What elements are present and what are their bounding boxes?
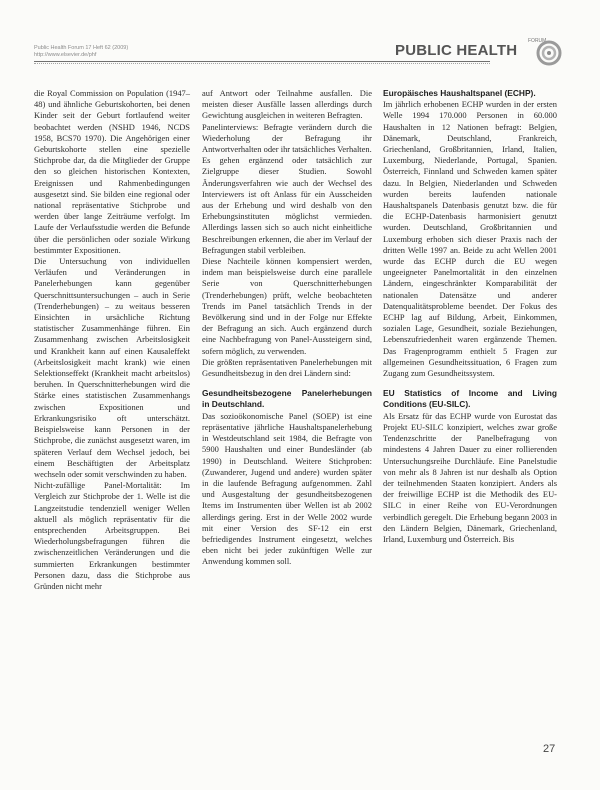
paragraph: Panelinterviews: Befragte verändern durch die Wiederholung der Befragung ihr Antwortverhalten oder ihr tatsächliches Verhalten. bbox=[202, 121, 372, 155]
paragraph: die Royal Commission on Population (1947–48) und ähnliche Geburtskohorten, bei denen Kinder seit der Geburt fortlaufend weiter beobachtet werden (NSHD 1946, NCDS 1958, BCS70 1970). Die Angehörigen einer Geburtskohorte stellen eine spezielle Stichprobe dar, da die Mitglieder der Gruppe den so gleichen historischen Kontexten, Ereignissen und Rahmenbedingungen ausgesetzt sind. Sie bilden eine regional oder national repräsentative Stichprobe und werden über lange Zeiträume verfolgt. Im Laufe der Verlaufsstudie werden die Befunde über die persönlichen oder soziale Wirkung bestimmter Expositionen. bbox=[34, 88, 190, 255]
paragraph: Im jährlich erhobenen ECHP wurden in der ersten Welle 1994 170.000 Personen in 60.000 Haushalten in 12 Nationen befragt: Belgien, Dänemark, Deutschland, Frankreich, Griechenland, Großbritannien, Irland, Italien, Luxemburg, Niederlande, Portugal, Spanien. Österreich, Finnland und Schweden kamen später dazu. In Belgien, Niederlanden und Schweden wurden bereits laufenden nationale Haushaltspanels Datenbasis genutzt bzw. die für die ECHP-Datenbasis harmonisiert genutzt wurden. Deutschland, Großbritannien und Luxemburg erhoben sich dieser Praxis nach der dritten Welle 1997 an. Beide zu acht Wellen 2001 wurde das ECHP durch die EU wegen ungeeigneter Panelmortalität in den einzelnen Ländern, eingeschränkter Komparabilität der nationalen Datensätze und anderer Datenqualitätsprobleme beendet. Der Fokus des ECHP lag auf Bildung, Arbeit, Einkommen, sozialen Lage, Gesundheit, soziale Beziehungen, Lebenszufriedenheit waren ergänzende Themen. Das Fragenprogramm enthielt 5 Fragen zur allgemeinen Gesundheitssituation, 6 Fragen zum Zugang zum Gesundheitssystem. bbox=[383, 99, 557, 379]
text-column-2 bbox=[202, 88, 372, 568]
paragraph: Es gehen ergänzend oder tatsächlich zur Zielgruppe dieser Studien. Sowohl Änderungsverfahren wie auch der Wechsel des Interviewers ist oft Anlass für ein Ausscheiden aus der Erhebung und wird deshalb von den Erhebungsinstituten möglichst vermieden. Allerdings lassen sich so auch nicht einheitliche Beschreibungen erkennen, die aber im Verlauf der Befragungen stabil verbleiben. bbox=[202, 155, 372, 255]
paragraph: Das sozioökonomische Panel (SOEP) ist eine repräsentative jährliche Haushaltspanelerhebung in Westdeutschland seit 1984, die Befragte von 5900 Haushalten und einer Bundesländer (ab 1990) in Deutschland. Weitere Stichproben: (Zuwanderer, Jugend und andere) wurden später in die laufende Befragung aufgenommen. Zahl und Ausgestaltung der gesundheitsbezogenen Items im Instrumenten über Wellen ist ab 2002 allerdings gering. Erst in der Welle 2002 wurde mit einer Version des SF-12 ein erst befriedigendes Instrument eingesetzt, welches eben nicht bei jeder zukünftigen Welle zur Anwendung kommen soll. bbox=[202, 410, 372, 567]
paragraph: Als Ersatz für das ECHP wurde von Eurostat das Projekt EU-SILC konzipiert, welches zwar große Tendenzschritte der Panelbefragung von mindestens 4 Jahren Dauer zu einer rollierenden Untersuchungsreihe Durchläufe. Eine Panelstudie von mehr als 8 Jahren ist nur deshalb als Option der teilnehmenden Staaten konzipiert. Anders als der freiwillige ECHP ist die Methodik des EU-SILC in einer Reihe von EU-Verordnungen verbindlich geregelt. Die Erhebung begann 2003 in den Ländern Belgien, Dänemark, Griechenland, Irland, Luxemburg und Österreich. Bis bbox=[383, 410, 557, 544]
journal-url: http://www.elsevier.de/phf bbox=[34, 52, 97, 58]
paragraph: Nicht-zufällige Panel-Mortalität: Im Vergleich zur Stichprobe der 1. Welle ist die Langzeitstudie tendenziell weniger Wellen aktuell als möglich repräsentativ für die entsprechenden Arbeitsgruppen. Bei Wiederholungsbefragungen führen die zwischenzeitlichen Veränderungen und die summierten Erkrankungen bestimmter Personen dazu, dass die Stichprobe aus Gründen nicht mehr bbox=[34, 480, 190, 591]
section-heading: EU Statistics of Income and Living Conditions (EU-SILC). bbox=[383, 388, 557, 410]
paragraph: Die Untersuchung von individuellen Verläufen und Veränderungen in Panelerhebungen kann gegenüber Querschnittsuntersuchungen – auch in Serie (Trenderhebungen) – zu weitaus besseren Einsichten in ursächliche Richtung statistischer Zusammenhänge führen. Ein Zusammenhang zwischen Arbeitslosigkeit und Krankheit kann auf einen Kausaleffekt (Arbeitslosigkeit macht krank) wie einen Selektionseffekt (Krankheit macht arbeitslos) beruhen. In Querschnitterhebungen wird die Stärke eines statistischen Zusammenhangs zwischen Expositionen und Erkrankungsrisiko oft unterschätzt. Beispielsweise kann Personen in der Stichprobe, die zunächst ausgesetzt waren, im späteren Verlauf dem Wechsel jedoch, bei einem Beschäftigten der Arbeitsplatz wechseln oder somit verschwinden zu haben. bbox=[34, 256, 190, 479]
header-rule bbox=[34, 61, 490, 62]
section-heading: Gesundheitsbezogene Panelerhebungen in Deutschland. bbox=[202, 388, 372, 410]
circular-logo-icon bbox=[534, 40, 564, 66]
journal-brand: PUBLIC HEALTH bbox=[395, 42, 518, 59]
paragraph: Diese Nachteile können kompensiert werden, indem man beispielsweise durch eine parallele Serie von Querschnitterhebungen (Trenderhebungen) prüft, welche beobachteten Trends im Panel tatsächlich Trends in der Bevölkerung sind und in der Folge nur Effekte der Befragung an sich. Auch ergänzend durch eine Nachbefragung von Panel-Aussteigern sind, sofern möglich, zu verwenden. bbox=[202, 256, 372, 356]
header-dotted-rule bbox=[34, 63, 490, 65]
page-header bbox=[0, 0, 600, 82]
journal-brand-sup: FORUM bbox=[528, 38, 547, 44]
spacer bbox=[202, 379, 372, 388]
journal-citation-line1: Public Health Forum 17 Heft 62 (2009) bbox=[34, 45, 129, 51]
section-heading: Europäisches Haushaltspanel (ECHP). bbox=[383, 88, 536, 98]
paragraph: auf Antwort oder Teilnahme ausfallen. Die meisten dieser Ausfälle lassen allerdings durch Gewichtung ausgleichen in weiteren Befragten. bbox=[202, 88, 372, 121]
journal-citation bbox=[34, 45, 128, 59]
spacer bbox=[383, 379, 557, 388]
text-column-3 bbox=[383, 88, 557, 545]
page-number: 27 bbox=[543, 743, 556, 755]
text-column-1 bbox=[34, 88, 190, 592]
paragraph: Die größten repräsentativen Panelerhebungen mit Gesundheitsbezug in den drei Ländern sind: bbox=[202, 356, 372, 379]
